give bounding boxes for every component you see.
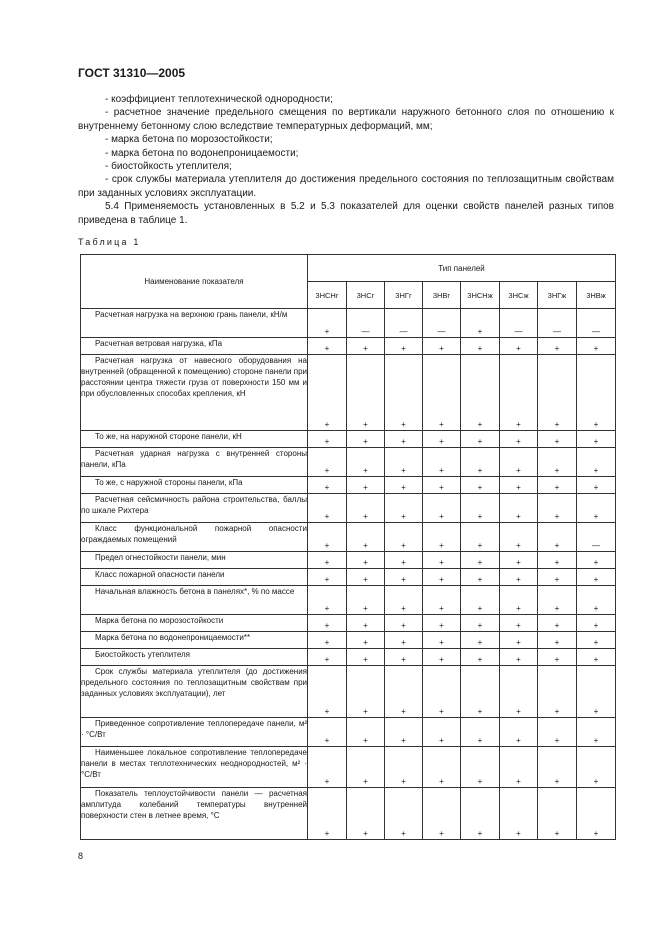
applicability-cell: + <box>577 431 616 448</box>
panel-type-header: 3НСНж <box>461 282 500 309</box>
applicability-cell: + <box>385 747 423 788</box>
applicability-cell: + <box>538 523 577 552</box>
applicability-cell: + <box>538 338 577 355</box>
indicator-name-cell: Показатель теплоустойчивости панели — расчетная амплитуда колебаний температуры внутренней поверхности стен в летнее время, °С <box>81 788 308 840</box>
applicability-cell: + <box>385 788 423 840</box>
applicability-cell: + <box>538 431 577 448</box>
indicator-name-cell: Класс пожарной опасности панели <box>81 569 308 586</box>
applicability-cell: + <box>423 747 461 788</box>
applicability-cell: + <box>347 649 385 666</box>
applicability-cell: + <box>385 523 423 552</box>
table-row <box>81 718 616 747</box>
indicator-name-cell: Расчетная сейсмичность района строительства, баллы по шкале Рихтера <box>81 494 308 523</box>
applicability-cell: + <box>577 747 616 788</box>
indicators-table <box>80 254 616 840</box>
body-paragraph: - марка бетона по морозостойкости; <box>105 134 273 146</box>
applicability-cell: + <box>500 523 538 552</box>
applicability-cell: + <box>461 718 500 747</box>
applicability-cell: + <box>500 431 538 448</box>
table-row <box>81 649 616 666</box>
applicability-cell: + <box>423 586 461 615</box>
applicability-cell: + <box>577 569 616 586</box>
document-title: ГОСТ 31310—2005 <box>78 66 186 80</box>
applicability-cell: + <box>538 718 577 747</box>
table-row <box>81 431 616 448</box>
body-paragraph: - марка бетона по водонепроницаемости; <box>105 147 299 159</box>
applicability-cell: + <box>500 632 538 649</box>
table-row <box>81 788 616 840</box>
indicator-name-cell: Предел огнестойкости панели, мин <box>81 552 308 569</box>
applicability-cell: + <box>385 632 423 649</box>
applicability-cell: + <box>461 632 500 649</box>
panel-type-header: 3НСНг <box>308 282 347 309</box>
indicator-name-cell: То же, на наружной стороне панели, кН <box>81 431 308 448</box>
applicability-cell: + <box>538 747 577 788</box>
applicability-cell: + <box>308 666 347 718</box>
applicability-cell: + <box>577 586 616 615</box>
indicator-name-cell: Расчетная нагрузка на верхнюю грань панели, кН/м <box>81 309 308 338</box>
applicability-cell: + <box>538 355 577 431</box>
applicability-cell: + <box>308 338 347 355</box>
applicability-cell: + <box>423 448 461 477</box>
applicability-cell: — <box>577 523 616 552</box>
applicability-cell: + <box>347 666 385 718</box>
indicator-name-cell: Марка бетона по водонепроницаемости** <box>81 632 308 649</box>
applicability-cell: + <box>308 649 347 666</box>
applicability-cell: + <box>385 338 423 355</box>
applicability-cell: + <box>538 569 577 586</box>
applicability-cell: + <box>385 586 423 615</box>
applicability-cell: + <box>577 649 616 666</box>
panel-type-header: 3НВж <box>577 282 616 309</box>
applicability-cell: + <box>500 355 538 431</box>
applicability-cell: + <box>577 448 616 477</box>
panel-type-header: 3НСг <box>347 282 385 309</box>
applicability-cell: + <box>347 615 385 632</box>
table-row <box>81 569 616 586</box>
applicability-cell: + <box>461 586 500 615</box>
applicability-cell: + <box>423 552 461 569</box>
indicator-name-cell: Начальная влажность бетона в панелях*, % по массе <box>81 586 308 615</box>
applicability-cell: + <box>347 747 385 788</box>
applicability-cell: + <box>538 788 577 840</box>
applicability-cell: + <box>538 586 577 615</box>
applicability-cell: + <box>347 632 385 649</box>
applicability-cell: + <box>577 788 616 840</box>
applicability-cell: + <box>347 586 385 615</box>
applicability-cell: + <box>308 477 347 494</box>
applicability-cell: — <box>423 309 461 338</box>
applicability-cell: + <box>538 666 577 718</box>
applicability-cell: + <box>461 494 500 523</box>
panel-type-header: 3НГг <box>385 282 423 309</box>
applicability-cell: + <box>308 448 347 477</box>
applicability-cell: + <box>308 718 347 747</box>
applicability-cell: + <box>308 569 347 586</box>
applicability-cell: + <box>308 355 347 431</box>
applicability-cell: + <box>461 477 500 494</box>
applicability-cell: + <box>538 448 577 477</box>
applicability-cell: + <box>423 431 461 448</box>
applicability-cell: — <box>500 309 538 338</box>
applicability-cell: + <box>500 494 538 523</box>
table-row <box>81 448 616 477</box>
applicability-cell: + <box>461 615 500 632</box>
applicability-cell: + <box>577 355 616 431</box>
applicability-cell: + <box>347 448 385 477</box>
applicability-cell: + <box>347 431 385 448</box>
indicator-name-cell: Срок службы материала утеплителя (до достижения предельного состояния по теплозащитным свойствам при заданных условиях эксплуатации), лет <box>81 666 308 718</box>
header-panel-types: Тип панелей <box>308 255 616 282</box>
table-row <box>81 309 616 338</box>
applicability-cell: + <box>347 569 385 586</box>
applicability-cell: + <box>347 494 385 523</box>
header-indicator-name: Наименование показателя <box>81 255 308 309</box>
applicability-cell: + <box>461 523 500 552</box>
applicability-cell: + <box>577 718 616 747</box>
applicability-cell: + <box>423 666 461 718</box>
applicability-cell: + <box>500 552 538 569</box>
applicability-cell: + <box>385 355 423 431</box>
applicability-cell: + <box>347 523 385 552</box>
applicability-cell: + <box>423 494 461 523</box>
applicability-cell: + <box>423 788 461 840</box>
applicability-cell: + <box>423 615 461 632</box>
applicability-cell: + <box>385 552 423 569</box>
applicability-cell: + <box>500 788 538 840</box>
applicability-cell: + <box>500 569 538 586</box>
applicability-cell: + <box>308 552 347 569</box>
applicability-cell: + <box>461 448 500 477</box>
applicability-cell: + <box>461 788 500 840</box>
panel-type-header: 3НГж <box>538 282 577 309</box>
applicability-cell: + <box>500 448 538 477</box>
applicability-cell: + <box>461 649 500 666</box>
applicability-cell: + <box>423 718 461 747</box>
table-row <box>81 355 616 431</box>
indicator-name-cell: Наименьшее локальное сопротивление теплопередаче панели в местах теплотехнических неоднородностей, м² · °С/Вт <box>81 747 308 788</box>
applicability-cell: + <box>423 355 461 431</box>
applicability-cell: + <box>308 523 347 552</box>
table-row <box>81 615 616 632</box>
applicability-cell: — <box>347 309 385 338</box>
applicability-cell: — <box>538 309 577 338</box>
applicability-cell: + <box>461 355 500 431</box>
applicability-cell: + <box>538 494 577 523</box>
table-row <box>81 494 616 523</box>
applicability-cell: + <box>308 615 347 632</box>
applicability-cell: + <box>538 649 577 666</box>
applicability-cell: + <box>423 569 461 586</box>
applicability-cell: + <box>385 477 423 494</box>
applicability-cell: + <box>538 552 577 569</box>
table-row <box>81 523 616 552</box>
applicability-cell: + <box>347 788 385 840</box>
applicability-cell: + <box>577 477 616 494</box>
applicability-cell: + <box>308 494 347 523</box>
applicability-cell: + <box>577 666 616 718</box>
applicability-cell: + <box>308 431 347 448</box>
table-row <box>81 586 616 615</box>
indicator-name-cell: Биостойкость утеплителя <box>81 649 308 666</box>
indicator-name-cell: Расчетная нагрузка от навесного оборудования на внутренней (обращенной к помещению) стороне панели при расстоянии центра тяжести груза от поверхности 150 мм и при обусловленных способах крепления, кН <box>81 355 308 431</box>
applicability-cell: + <box>385 569 423 586</box>
body-text <box>78 93 614 227</box>
applicability-cell: + <box>461 552 500 569</box>
applicability-cell: + <box>500 666 538 718</box>
applicability-cell: + <box>500 747 538 788</box>
applicability-cell: + <box>577 494 616 523</box>
applicability-cell: + <box>577 615 616 632</box>
applicability-cell: + <box>347 552 385 569</box>
applicability-cell: + <box>461 338 500 355</box>
applicability-cell: + <box>461 747 500 788</box>
applicability-cell: + <box>347 477 385 494</box>
applicability-cell: + <box>308 309 347 338</box>
indicator-name-cell: Приведенное сопротивление теплопередаче панели, м² · °С/Вт <box>81 718 308 747</box>
indicator-name-cell: Расчетная ударная нагрузка с внутренней стороны панели, кПа <box>81 448 308 477</box>
table-row <box>81 477 616 494</box>
applicability-cell: + <box>423 649 461 666</box>
applicability-cell: + <box>347 718 385 747</box>
applicability-cell: + <box>461 309 500 338</box>
applicability-cell: + <box>385 448 423 477</box>
table-row <box>81 552 616 569</box>
applicability-cell: + <box>308 586 347 615</box>
indicator-name-cell: То же, с наружной стороны панели, кПа <box>81 477 308 494</box>
applicability-cell: + <box>308 632 347 649</box>
applicability-cell: + <box>461 666 500 718</box>
applicability-cell: + <box>385 431 423 448</box>
table-caption: Таблица 1 <box>78 237 141 247</box>
applicability-cell: + <box>500 477 538 494</box>
indicator-name-cell: Расчетная ветровая нагрузка, кПа <box>81 338 308 355</box>
applicability-cell: + <box>577 552 616 569</box>
applicability-cell: + <box>308 788 347 840</box>
indicator-name-cell: Класс функциональной пожарной опасности ограждаемых помещений <box>81 523 308 552</box>
applicability-cell: + <box>347 338 385 355</box>
table-body <box>81 309 616 840</box>
indicator-name-cell: Марка бетона по морозостойкости <box>81 615 308 632</box>
applicability-cell: + <box>385 666 423 718</box>
body-paragraph: - расчетное значение предельного смещения по вертикали наружного бетонного слоя по отношению к внутреннему бетонному слою вследствие температурных деформаций, мм; <box>78 107 614 132</box>
applicability-cell: + <box>538 615 577 632</box>
applicability-cell: + <box>577 632 616 649</box>
applicability-cell: + <box>500 586 538 615</box>
applicability-cell: + <box>423 338 461 355</box>
page-number: 8 <box>78 851 84 861</box>
applicability-cell: + <box>538 632 577 649</box>
applicability-cell: + <box>461 569 500 586</box>
panel-type-header: 3НВг <box>423 282 461 309</box>
applicability-cell: + <box>347 355 385 431</box>
applicability-cell: + <box>538 477 577 494</box>
applicability-cell: — <box>385 309 423 338</box>
panel-type-header: 3НСж <box>500 282 538 309</box>
table-row <box>81 338 616 355</box>
applicability-cell: + <box>385 615 423 632</box>
applicability-cell: + <box>423 632 461 649</box>
applicability-cell: + <box>500 338 538 355</box>
table-row <box>81 747 616 788</box>
applicability-cell: + <box>461 431 500 448</box>
applicability-cell: + <box>308 747 347 788</box>
body-paragraph: - коэффициент теплотехнической однородности; <box>105 94 333 105</box>
applicability-cell: — <box>577 309 616 338</box>
applicability-cell: + <box>577 338 616 355</box>
applicability-cell: + <box>423 477 461 494</box>
applicability-cell: + <box>500 649 538 666</box>
applicability-cell: + <box>423 523 461 552</box>
applicability-cell: + <box>500 615 538 632</box>
body-paragraph: 5.4 Применяемость установленных в 5.2 и 5.3 показателей для оценки свойств панелей разных типов приведена в таблице 1. <box>78 201 614 226</box>
table-row <box>81 666 616 718</box>
applicability-cell: + <box>385 494 423 523</box>
body-paragraph: - срок службы материала утеплителя до достижения предельного состояния по теплозащитным свойствам при заданных условиях эксплуатации. <box>78 174 614 199</box>
applicability-cell: + <box>385 718 423 747</box>
applicability-cell: + <box>500 718 538 747</box>
table-row <box>81 632 616 649</box>
body-paragraph: - биостойкость утеплителя; <box>105 161 232 173</box>
applicability-cell: + <box>385 649 423 666</box>
